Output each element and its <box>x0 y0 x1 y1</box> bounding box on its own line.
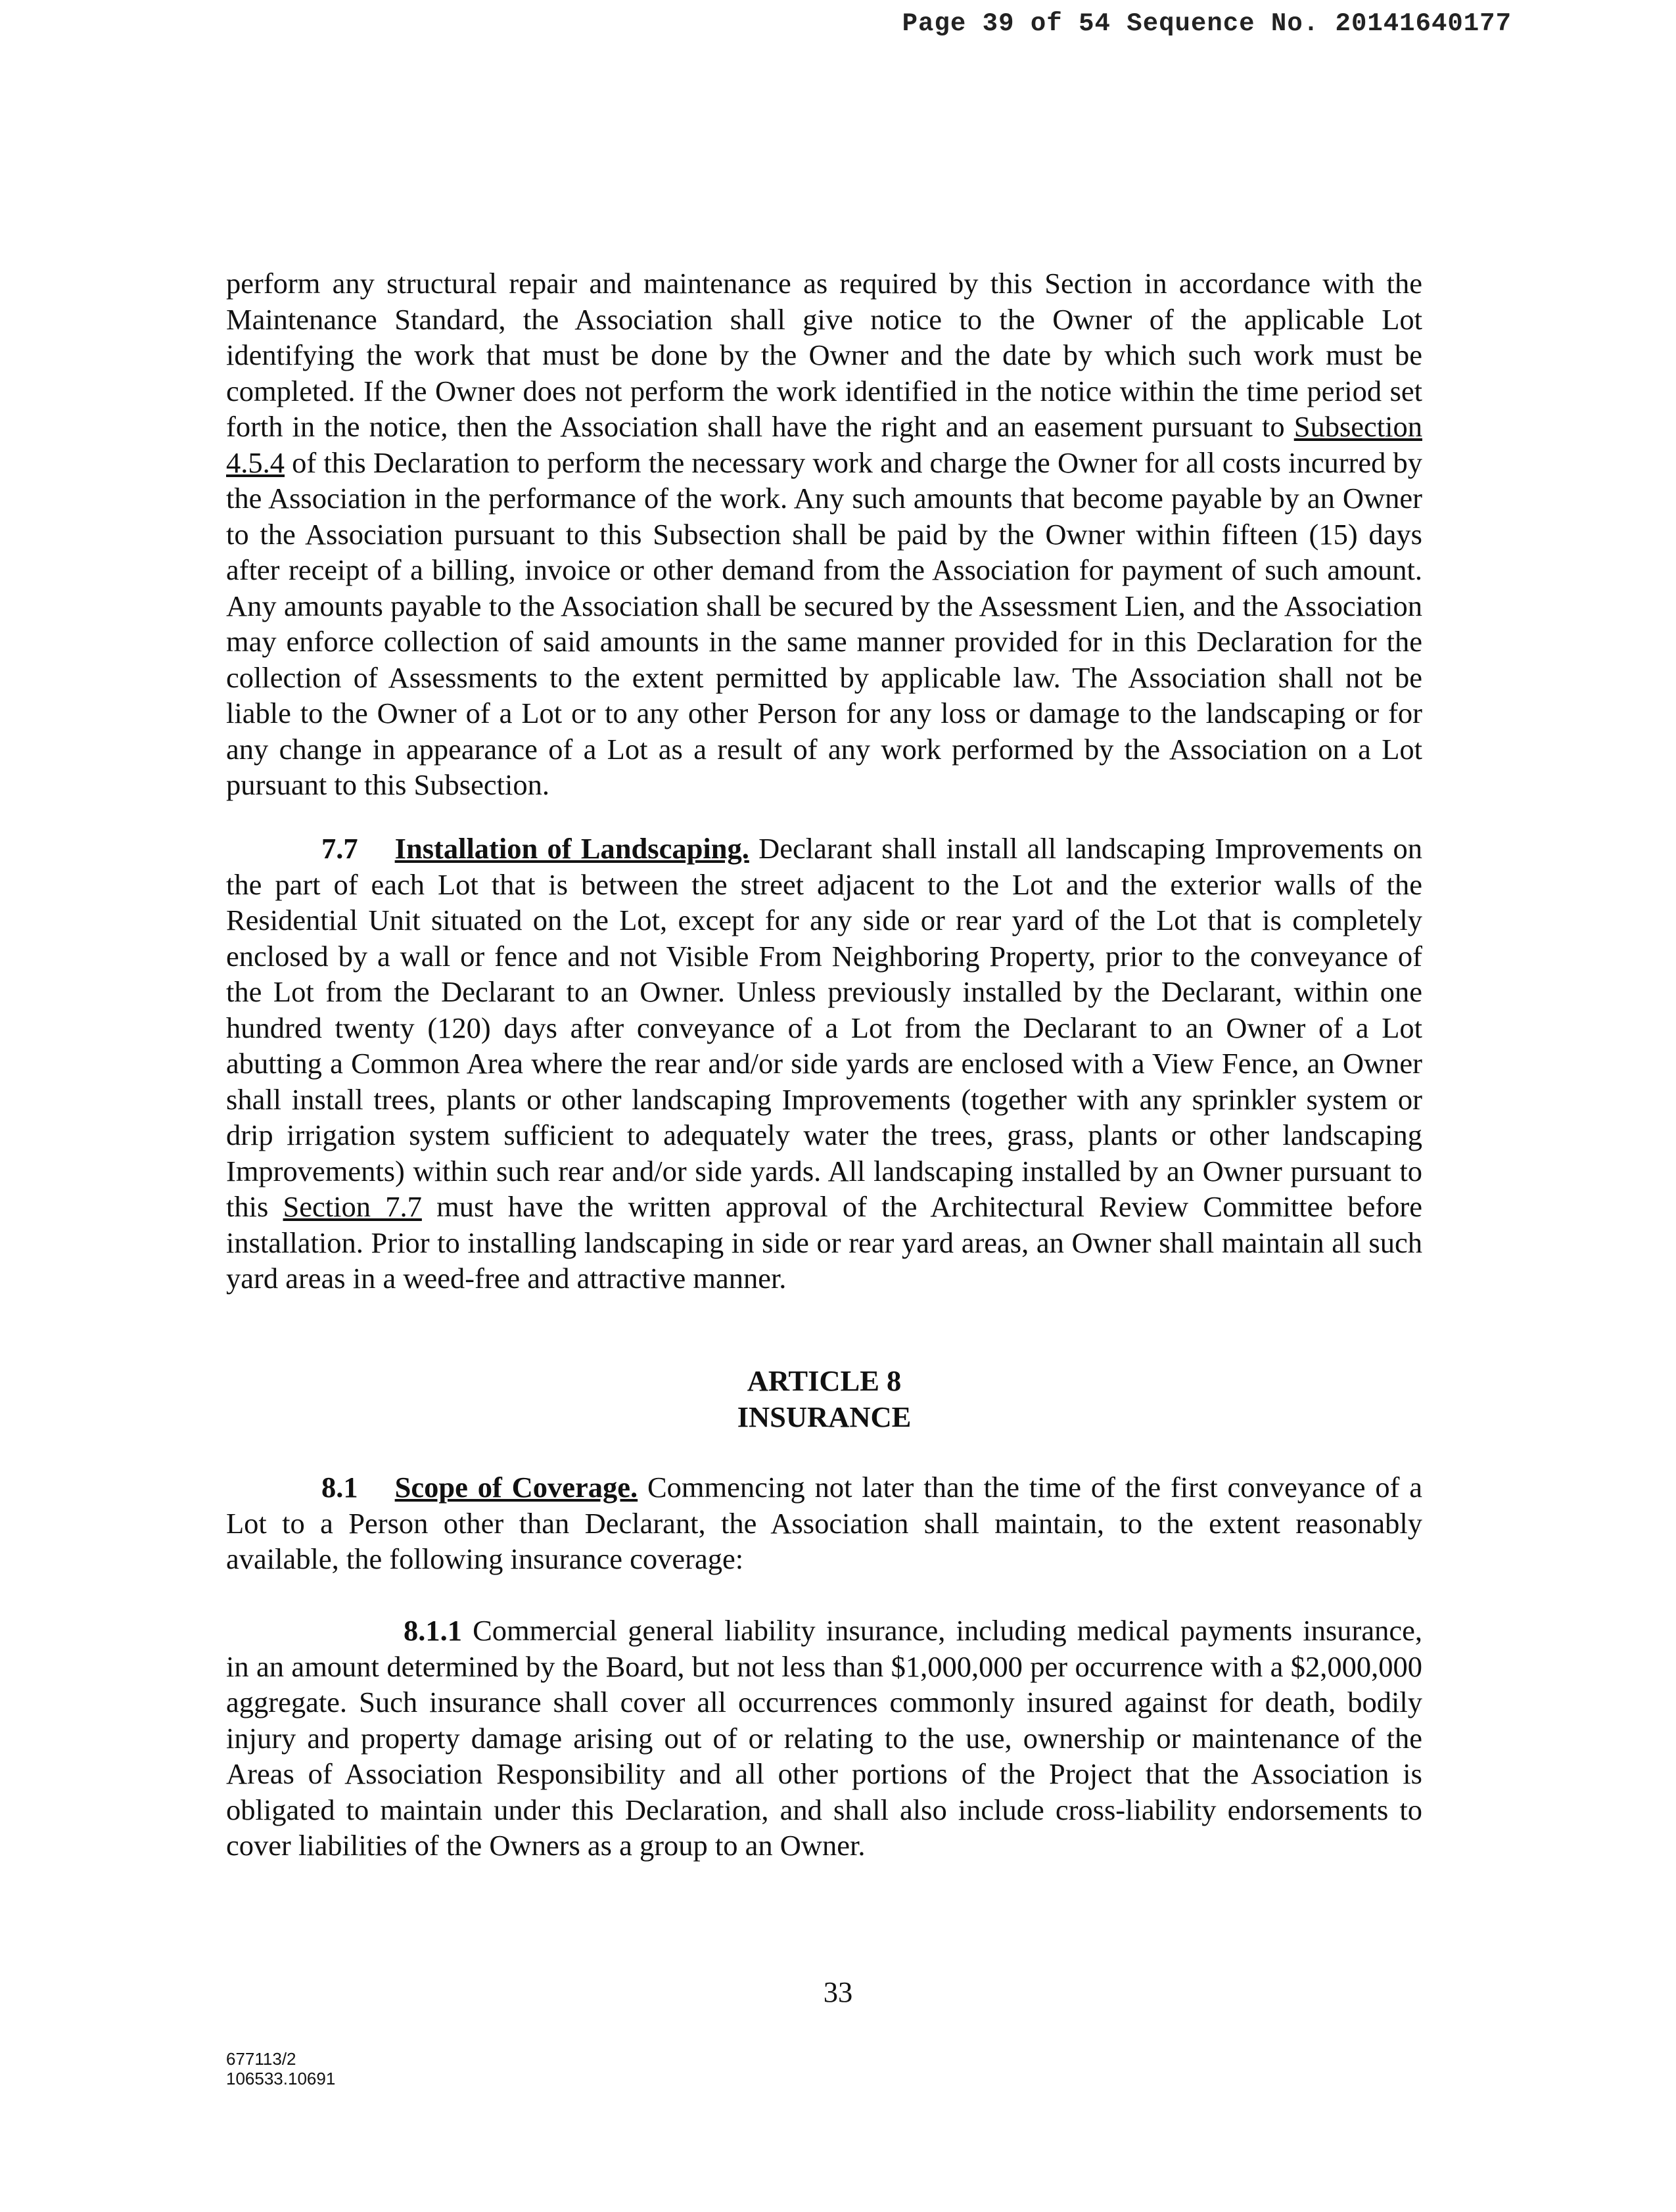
article-8-heading <box>226 1363 1422 1435</box>
continuation-paragraph <box>226 265 1422 803</box>
section-8-1-number: 8.1 <box>321 1471 358 1504</box>
article-8-title: INSURANCE <box>737 1400 912 1433</box>
article-8-number: ARTICLE 8 <box>747 1364 902 1397</box>
section-7-7-text-a: Declarant shall install all landscaping Improvements on the part of each Lot that is between the street adjacent to the Lot and the exterior walls of the Residential Unit situated on the Lot, except for any side or rear yard of the Lot that is completely enclosed by a wall or fence and not Visible From Neighboring Property, prior to the conveyance of the Lot from the Declarant to an Owner. Unless previously installed by the Declarant, within one hundred twenty (120) days after conveyance of a Lot from the Declarant to an Owner of a Lot abutting a Common Area where the rear and/or side yards are enclosed with a View Fence, an Owner shall install trees, plants or other landscaping Improvements (together with any sprinkler system or drip irrigation system sufficient to adequately water the trees, grass, plants or other landscaping Improvements) within such rear and/or side yards. All landscaping installed by an Owner pursuant to this <box>226 832 1422 1223</box>
document-id-line-2: 106533.10691 <box>226 2069 336 2088</box>
section-8-1-paragraph <box>226 1469 1422 1577</box>
section-8-1-1-text: Commercial general liability insurance, including medical payments insurance, in an amount determined by the Board, but not less than $1,000,000 per occurrence with a $2,000,000 aggregate. Such insurance shall cover all occurrences commonly insured against for death, bodily injury and property damage arising out of or relating to the use, ownership or maintenance of the Areas of Association Responsibility and all other portions of the Project that the Association is obligated to maintain under this Declaration, and shall also include cross-liability endorsements to cover liabilities of the Owners as a group to an Owner. <box>226 1614 1422 1862</box>
subsection-4-5-4-reference: Subsection 4.5.4 <box>226 410 1422 479</box>
continuation-text-b: of this Declaration to perform the necessary work and charge the Owner for all costs incurred by the Association in the performance of the work. Any such amounts that become payable by an Owner to the Association pursuant to this Subsection shall be paid by the Owner within fifteen (15) days after receipt of a billing, invoice or other demand from the Association for payment of such amount. Any amounts payable to the Association shall be secured by the Assessment Lien, and the Association may enforce collection of said amounts in the same manner provided for in this Declaration for the collection of Assessments to the extent permitted by applicable law. The Association shall not be liable to the Owner of a Lot or to any other Person for any loss or damage to the landscaping or for any change in appearance of a Lot as a result of any work performed by the Association on a Lot pursuant to this Subsection. <box>226 446 1422 801</box>
continuation-text-a: perform any structural repair and maintenance as required by this Section in accordance with the Maintenance Standard, the Association shall give notice to the Owner of the applicable Lot identifying the work that must be done by the Owner and the date by which such work must be completed. If the Owner does not perform the work identified in the notice within the time period set forth in the notice, then the Association shall have the right and an easement pursuant to <box>226 267 1422 443</box>
document-id-line-1: 677113/2 <box>226 2049 296 2069</box>
section-7-7-heading: Installation of Landscaping. <box>394 832 749 865</box>
section-7-7-number: 7.7 <box>321 832 358 865</box>
section-8-1-text: Commencing not later than the time of the first conveyance of a Lot to a Person other than Declarant, the Association shall maintain, to the extent reasonably available, the following insurance coverage: <box>226 1471 1422 1575</box>
section-7-7-paragraph <box>226 831 1422 1297</box>
section-8-1-1-number: 8.1.1 <box>404 1614 462 1647</box>
section-8-1-1-paragraph <box>226 1613 1422 1864</box>
document-id <box>226 2049 335 2088</box>
section-8-1-heading: Scope of Coverage. <box>394 1471 638 1504</box>
section-7-7-reference: Section 7.7 <box>283 1190 422 1223</box>
section-7-7-text-b: must have the written approval of the Architectural Review Committee before installation. Prior to installing landscaping in side or rear yard areas, an Owner shall maintain all such yard areas in a weed-free and attractive manner. <box>226 1190 1422 1295</box>
page-sequence-header: Page 39 of 54 Sequence No. 20141640177 <box>902 9 1512 38</box>
page-number: 33 <box>823 1975 853 2008</box>
